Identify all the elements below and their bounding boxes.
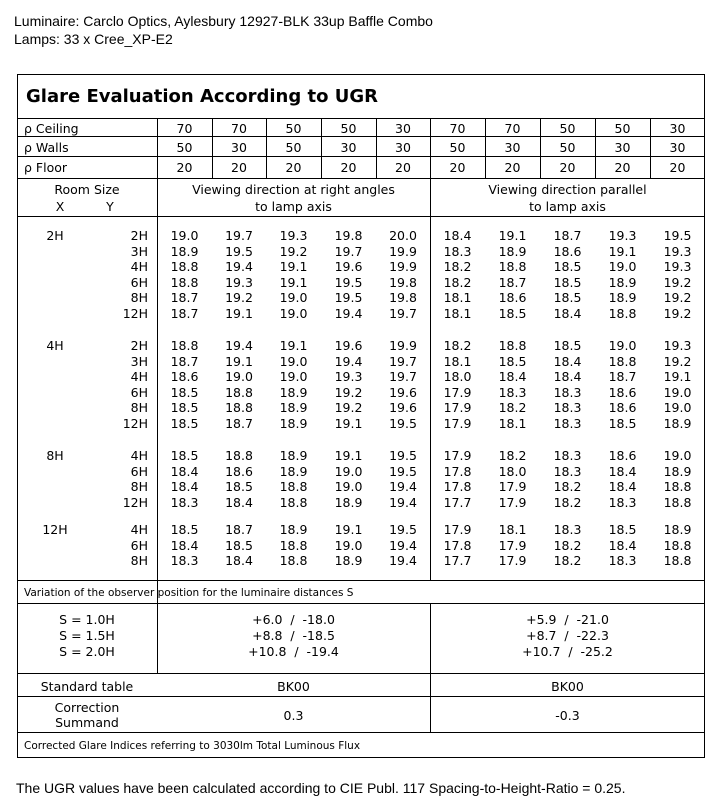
ugr-value: 18.5 (170, 416, 199, 431)
ugr-value: 18.5 (553, 275, 582, 290)
ugr-value: 18.2 (498, 448, 527, 463)
s-variation-parallel: +5.9 / -21.0 (526, 612, 609, 627)
ugr-value: 18.8 (608, 354, 637, 369)
s-label: S = 1.0H (59, 612, 115, 627)
ugr-value: 19.7 (225, 228, 253, 243)
reflectance-value: 30 (395, 140, 411, 155)
ugr-value: 19.4 (225, 259, 253, 274)
ugr-value: 18.1 (498, 416, 527, 431)
ugr-value: 18.9 (279, 400, 308, 415)
ugr-value: 19.5 (389, 522, 417, 537)
ugr-value: 19.3 (663, 338, 692, 353)
ugr-value: 18.9 (498, 244, 527, 259)
ugr-value: 18.9 (608, 275, 637, 290)
ugr-value: 18.8 (663, 479, 692, 494)
room-y-label: 6H (130, 275, 148, 290)
ugr-value: 18.9 (279, 448, 308, 463)
ugr-value: 17.8 (443, 479, 472, 494)
ugr-value: 19.7 (389, 369, 417, 384)
direction-divider (430, 178, 431, 580)
reflectance-value: 50 (559, 121, 576, 136)
ugr-value: 18.9 (279, 522, 308, 537)
ugr-value: 18.3 (553, 385, 582, 400)
ugr-value: 18.8 (608, 306, 637, 321)
rule-line (17, 673, 705, 674)
ugr-value: 18.9 (663, 416, 692, 431)
ugr-value: 18.1 (443, 306, 472, 321)
ugr-value: 18.3 (553, 464, 582, 479)
rule-line (17, 696, 705, 697)
ugr-value: 18.6 (170, 369, 199, 384)
s-variation-parallel: +8.7 / -22.3 (526, 628, 609, 643)
ugr-value: 18.4 (225, 553, 253, 568)
ugr-value: 18.3 (553, 522, 582, 537)
ugr-value: 19.5 (225, 244, 253, 259)
room-y-label: 8H (130, 290, 148, 305)
standard-table-right: BK00 (277, 679, 310, 694)
correction-parallel: -0.3 (555, 708, 580, 723)
ugr-value: 18.3 (443, 244, 472, 259)
ugr-value: 17.7 (443, 553, 472, 568)
luminaire-line: Luminaire: Carclo Optics, Aylesbury 12927-BLK 33up Baffle Combo (14, 13, 433, 29)
direction-right-header: Viewing direction at right angles (192, 182, 395, 197)
ugr-value: 19.9 (389, 244, 417, 259)
s-variation-parallel: +10.7 / -25.2 (522, 644, 613, 659)
reflectance-value: 70 (449, 121, 466, 136)
ugr-value: 18.7 (225, 416, 253, 431)
room-y-label: 6H (130, 538, 148, 553)
reflectance-value: 30 (395, 121, 411, 136)
ugr-value: 18.4 (170, 538, 199, 553)
standard-table-label: Standard table (40, 679, 134, 694)
ugr-value: 18.9 (170, 244, 199, 259)
ugr-value: 18.3 (553, 448, 582, 463)
ugr-value: 18.4 (553, 306, 582, 321)
reflectance-value: 70 (504, 121, 521, 136)
rule-line (17, 603, 705, 604)
rule-line (17, 156, 705, 157)
reflectance-value: 20 (669, 160, 686, 175)
ugr-value: 18.6 (498, 290, 527, 305)
ugr-value: 19.4 (389, 479, 417, 494)
room-y-label: 3H (130, 244, 148, 259)
reflectance-label: ρ Walls (24, 140, 69, 155)
ugr-value: 18.9 (663, 522, 692, 537)
reflectance-value: 20 (614, 160, 631, 175)
reflectance-value: 30 (504, 140, 521, 155)
room-y-label: 4H (130, 259, 148, 274)
reflectance-value: 20 (449, 160, 466, 175)
ugr-value: 18.5 (170, 522, 199, 537)
ugr-value: 19.0 (334, 464, 363, 479)
room-x-label: 8H (46, 448, 64, 463)
ugr-value: 18.2 (553, 495, 582, 510)
reflectance-value: 30 (669, 140, 686, 155)
room-y-label: 6H (130, 385, 148, 400)
ugr-value: 18.8 (170, 338, 199, 353)
ugr-value: 18.4 (498, 369, 527, 384)
ugr-value: 18.3 (553, 416, 582, 431)
room-y-label: 6H (130, 464, 148, 479)
ugr-value: 18.5 (170, 448, 199, 463)
ugr-value: 19.1 (279, 259, 308, 274)
rule-line (17, 136, 705, 137)
ugr-value: 19.4 (334, 306, 363, 321)
ugr-value: 17.8 (443, 538, 472, 553)
ugr-value: 18.8 (279, 553, 308, 568)
ugr-value: 18.4 (443, 228, 472, 243)
s-variation-right: +8.8 / -18.5 (252, 628, 335, 643)
room-x-label: 4H (46, 338, 64, 353)
ugr-value: 17.9 (498, 553, 527, 568)
reflectance-value: 30 (614, 140, 631, 155)
ugr-value: 18.8 (170, 275, 199, 290)
ugr-value: 19.6 (389, 385, 417, 400)
ugr-value: 19.0 (663, 448, 692, 463)
footer-note: The UGR values have been calculated according to CIE Publ. 117 Spacing-to-Height-Ratio = 0.25. (16, 780, 626, 796)
ugr-value: 19.0 (279, 306, 308, 321)
ugr-value: 19.9 (389, 338, 417, 353)
ugr-value: 19.1 (225, 354, 253, 369)
ugr-value: 19.2 (279, 244, 308, 259)
ugr-value: 19.3 (663, 259, 692, 274)
ugr-value: 19.3 (663, 244, 692, 259)
ugr-value: 18.5 (498, 354, 527, 369)
ugr-value: 19.3 (608, 228, 637, 243)
ugr-value: 18.4 (170, 464, 199, 479)
ugr-value: 18.2 (498, 400, 527, 415)
document-header (14, 12, 433, 48)
ugr-value: 18.0 (498, 464, 527, 479)
ugr-value: 18.9 (279, 464, 308, 479)
ugr-value: 18.3 (608, 495, 637, 510)
ugr-value: 19.1 (498, 228, 527, 243)
room-x-label: 2H (46, 228, 64, 243)
reflectance-value: 20 (231, 160, 247, 175)
ugr-value: 18.8 (498, 338, 527, 353)
ugr-value: 19.5 (334, 290, 363, 305)
ugr-value: 18.6 (225, 464, 253, 479)
ugr-value: 18.2 (443, 338, 472, 353)
ugr-value: 18.5 (498, 306, 527, 321)
ugr-value: 18.7 (170, 290, 199, 305)
ugr-value: 17.9 (498, 495, 527, 510)
reflectance-value: 30 (340, 140, 357, 155)
y-header: Y (106, 199, 114, 214)
room-y-label: 4H (130, 522, 148, 537)
ugr-value: 19.1 (225, 306, 253, 321)
ugr-value: 19.3 (225, 275, 253, 290)
ugr-value: 19.4 (225, 338, 253, 353)
ugr-value: 19.2 (334, 385, 363, 400)
ugr-value: 18.4 (608, 464, 637, 479)
ugr-value: 19.5 (389, 416, 417, 431)
ugr-value: 18.4 (225, 495, 253, 510)
s-variation-right: +10.8 / -19.4 (248, 644, 339, 659)
correction-right: 0.3 (283, 708, 304, 723)
ugr-value: 18.6 (608, 385, 637, 400)
s-label: S = 2.0H (59, 644, 115, 659)
ugr-value: 18.5 (608, 416, 637, 431)
ugr-value: 18.8 (663, 495, 692, 510)
rule-line (17, 580, 705, 581)
ugr-value: 18.8 (279, 495, 308, 510)
ugr-value: 18.8 (498, 259, 527, 274)
room-y-label: 2H (130, 338, 148, 353)
reflectance-value: 20 (340, 160, 357, 175)
ugr-value: 18.4 (553, 354, 582, 369)
ugr-value: 19.4 (389, 495, 417, 510)
ugr-value: 19.0 (608, 338, 637, 353)
direction-parallel-header: Viewing direction parallel (488, 182, 647, 197)
ugr-value: 18.5 (553, 290, 582, 305)
ugr-value: 18.5 (170, 385, 199, 400)
ugr-value: 18.8 (225, 400, 253, 415)
room-size-header: Room Size (54, 182, 120, 197)
ugr-value: 19.5 (334, 275, 363, 290)
ugr-value: 19.0 (225, 369, 253, 384)
ugr-value: 18.9 (663, 464, 692, 479)
ugr-value: 19.0 (608, 259, 637, 274)
ugr-value: 18.8 (225, 448, 253, 463)
ugr-value: 18.7 (225, 522, 253, 537)
reflectance-value: 30 (669, 121, 686, 136)
ugr-value: 18.9 (279, 416, 308, 431)
reflectance-value: 50 (285, 140, 302, 155)
ugr-value: 19.2 (334, 400, 363, 415)
direction-right-header: to lamp axis (255, 199, 332, 214)
ugr-value: 18.9 (608, 290, 637, 305)
room-x-label: 12H (42, 522, 68, 537)
ugr-value: 17.9 (498, 538, 527, 553)
ugr-value: 18.3 (498, 385, 527, 400)
rule-line (17, 732, 705, 733)
rule-line (17, 118, 705, 119)
ugr-value: 18.2 (553, 538, 582, 553)
ugr-value: 18.9 (334, 553, 363, 568)
ugr-value: 18.3 (553, 400, 582, 415)
ugr-value: 19.1 (334, 448, 363, 463)
ugr-value: 18.3 (170, 553, 199, 568)
ugr-value: 19.0 (279, 290, 308, 305)
ugr-value: 18.0 (443, 369, 472, 384)
ugr-value: 18.7 (498, 275, 527, 290)
reflectance-value: 20 (559, 160, 576, 175)
ugr-value: 18.5 (170, 400, 199, 415)
ugr-value: 18.6 (553, 244, 582, 259)
ugr-value: 18.8 (663, 553, 692, 568)
ugr-value: 19.0 (279, 369, 308, 384)
ugr-value: 19.6 (389, 400, 417, 415)
reflectance-value: 50 (340, 121, 357, 136)
ugr-value: 18.4 (170, 479, 199, 494)
ugr-value: 18.8 (279, 538, 308, 553)
standard-table-parallel: BK00 (551, 679, 584, 694)
ugr-value: 18.9 (334, 495, 363, 510)
corrected-note: Corrected Glare Indices referring to 3030lm Total Luminous Flux (24, 740, 361, 752)
room-y-label: 3H (130, 354, 148, 369)
reflectance-value: 50 (449, 140, 466, 155)
reflectance-value: 20 (395, 160, 411, 175)
ugr-value: 19.2 (663, 290, 692, 305)
ugr-value: 19.7 (389, 354, 417, 369)
ugr-value: 18.4 (553, 369, 582, 384)
ugr-value: 19.2 (225, 290, 253, 305)
ugr-value: 18.6 (608, 448, 637, 463)
ugr-value: 18.1 (443, 354, 472, 369)
reflectance-value: 50 (559, 140, 576, 155)
rule-line (17, 178, 705, 179)
ugr-value: 18.8 (170, 259, 199, 274)
ugr-value: 18.8 (225, 385, 253, 400)
direction-parallel-header: to lamp axis (529, 199, 606, 214)
page-title: Glare Evaluation According to UGR (26, 86, 378, 107)
lamps-line: Lamps: 33 x Cree_XP-E2 (14, 31, 173, 47)
reflectance-value: 50 (614, 121, 631, 136)
room-y-label: 12H (122, 416, 148, 431)
room-y-label: 12H (122, 495, 148, 510)
ugr-value: 18.7 (170, 354, 199, 369)
ugr-value: 19.0 (663, 400, 692, 415)
ugr-value: 19.8 (389, 275, 417, 290)
ugr-value: 19.8 (389, 290, 417, 305)
ugr-value: 17.9 (443, 522, 472, 537)
ugr-value: 19.3 (334, 369, 363, 384)
ugr-value: 18.3 (170, 495, 199, 510)
room-y-label: 12H (122, 306, 148, 321)
room-y-label: 4H (130, 448, 148, 463)
ugr-value: 18.2 (443, 259, 472, 274)
ugr-value: 17.9 (443, 416, 472, 431)
ugr-value: 18.5 (553, 338, 582, 353)
ugr-value: 18.7 (553, 228, 582, 243)
ugr-value: 18.2 (553, 553, 582, 568)
ugr-value: 19.5 (389, 464, 417, 479)
room-y-label: 4H (130, 369, 148, 384)
room-y-label: 8H (130, 400, 148, 415)
reflectance-value: 70 (176, 121, 193, 136)
room-y-label: 8H (130, 479, 148, 494)
ugr-value: 19.0 (170, 228, 199, 243)
ugr-value: 19.1 (663, 369, 692, 384)
ugr-value: 19.5 (389, 448, 417, 463)
ugr-value: 18.8 (279, 479, 308, 494)
ugr-value: 17.9 (443, 385, 472, 400)
rule-line (17, 216, 705, 217)
ugr-value: 19.9 (389, 259, 417, 274)
ugr-value: 19.5 (663, 228, 692, 243)
ugr-value: 18.4 (608, 479, 637, 494)
reflectance-value: 20 (285, 160, 302, 175)
ugr-value: 18.2 (553, 479, 582, 494)
ugr-value: 18.3 (608, 553, 637, 568)
ugr-value: 18.5 (225, 538, 253, 553)
ugr-value: 20.0 (389, 228, 417, 243)
ugr-value: 17.9 (498, 479, 527, 494)
ugr-value: 19.2 (663, 306, 692, 321)
ugr-value: 19.0 (334, 538, 363, 553)
s-variation-right: +6.0 / -18.0 (252, 612, 335, 627)
ugr-value: 19.1 (279, 338, 308, 353)
ugr-value: 19.4 (334, 354, 363, 369)
ugr-value: 19.4 (389, 538, 417, 553)
ugr-value: 19.7 (389, 306, 417, 321)
ugr-value: 19.1 (334, 522, 363, 537)
reflectance-label: ρ Floor (24, 160, 68, 175)
ugr-value: 19.6 (334, 338, 363, 353)
ugr-value: 19.8 (334, 228, 363, 243)
ugr-value: 18.1 (498, 522, 527, 537)
reflectance-value: 50 (285, 121, 302, 136)
ugr-value: 17.9 (443, 448, 472, 463)
reflectance-value: 50 (176, 140, 193, 155)
ugr-value: 19.0 (334, 479, 363, 494)
ugr-value: 18.6 (608, 400, 637, 415)
ugr-value: 19.1 (608, 244, 637, 259)
ugr-value: 18.5 (225, 479, 253, 494)
ugr-value: 18.5 (553, 259, 582, 274)
reflectance-value: 70 (231, 121, 247, 136)
ugr-value: 17.9 (443, 400, 472, 415)
x-header: X (55, 199, 65, 214)
ugr-value: 19.4 (389, 553, 417, 568)
ugr-value: 18.8 (663, 538, 692, 553)
reflectance-value: 20 (504, 160, 521, 175)
ugr-value: 18.7 (170, 306, 199, 321)
ugr-value: 19.7 (334, 244, 363, 259)
correction-label: Summand (55, 715, 119, 730)
ugr-value: 19.2 (663, 275, 692, 290)
ugr-value: 19.2 (663, 354, 692, 369)
ugr-value: 19.1 (334, 416, 363, 431)
ugr-value: 19.0 (279, 354, 308, 369)
room-y-label: 8H (130, 553, 148, 568)
ugr-value: 18.1 (443, 290, 472, 305)
ugr-value: 19.6 (334, 259, 363, 274)
reflectance-value: 30 (231, 140, 247, 155)
ugr-value: 17.8 (443, 464, 472, 479)
reflectance-label: ρ Ceiling (24, 121, 79, 136)
ugr-value: 18.9 (279, 385, 308, 400)
ugr-value: 18.2 (443, 275, 472, 290)
ugr-value: 18.7 (608, 369, 637, 384)
room-y-label: 2H (130, 228, 148, 243)
s-label: S = 1.5H (59, 628, 115, 643)
correction-label: Correction (54, 700, 120, 715)
ugr-value: 18.5 (608, 522, 637, 537)
ugr-value: 19.0 (663, 385, 692, 400)
reflectance-value: 20 (176, 160, 193, 175)
ugr-value: 19.3 (279, 228, 308, 243)
ugr-value: 18.4 (608, 538, 637, 553)
variation-note: Variation of the observer position for the luminaire distances S (24, 587, 354, 599)
ugr-value: 17.7 (443, 495, 472, 510)
ugr-value: 19.1 (279, 275, 308, 290)
